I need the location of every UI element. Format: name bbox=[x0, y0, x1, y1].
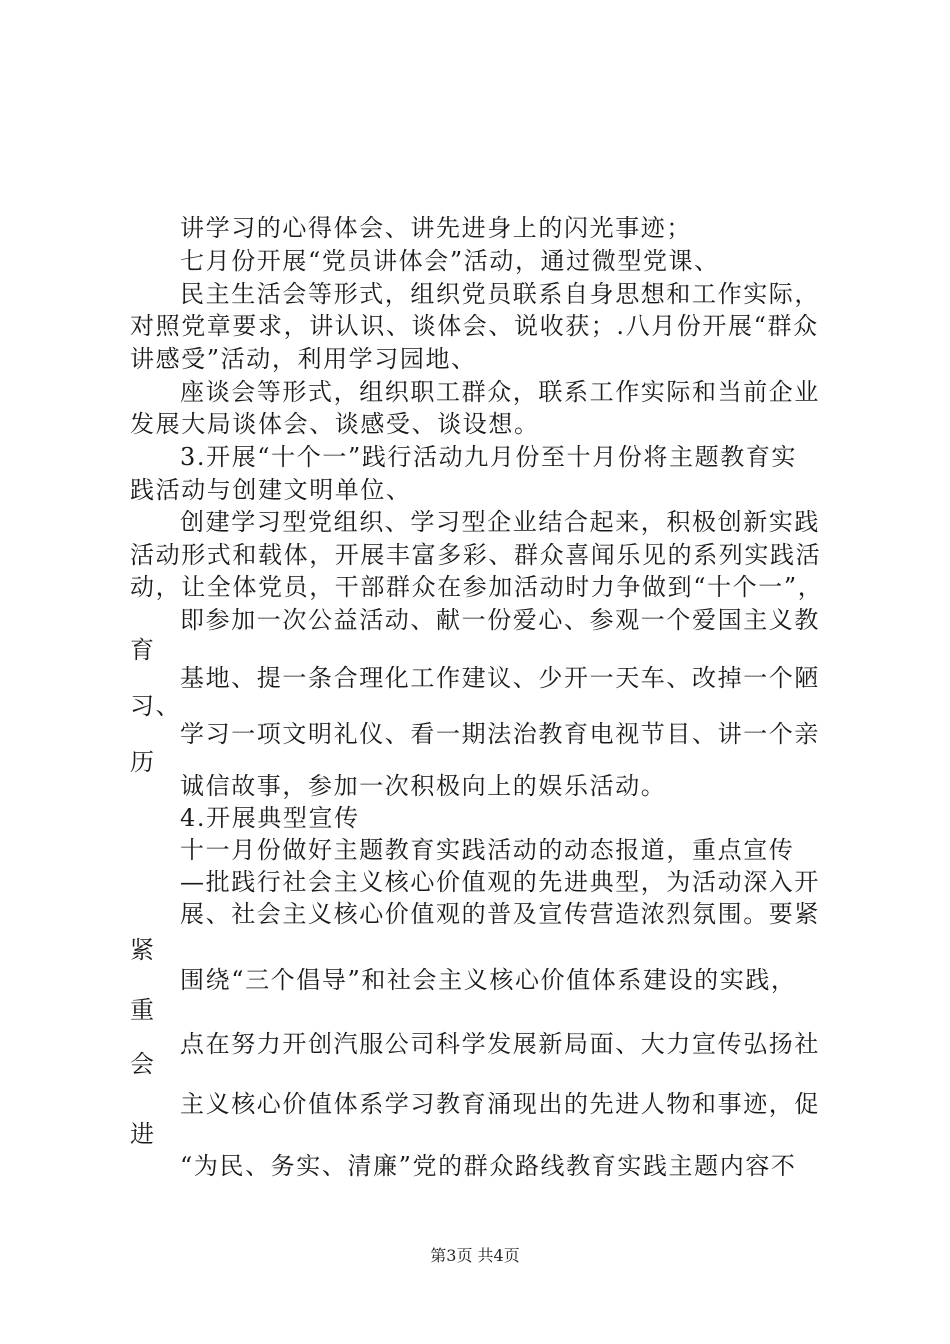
page-footer: 第3页 共4页 bbox=[430, 1246, 520, 1265]
text-line: 即参加一次公益活动、献一份爱心、参观一个爱国主义教 bbox=[180, 606, 820, 634]
text-line: 讲感受”活动，利用学习园地、 bbox=[130, 345, 477, 373]
text-line: 七月份开展“党员讲体会”活动，通过微型党课、 bbox=[180, 247, 720, 275]
text-line: 展、社会主义核心价值观的普及宣传营造浓烈氛围。要紧 bbox=[180, 900, 820, 928]
text-line: 十一月份做好主题教育实践活动的动态报道，重点宣传 bbox=[180, 836, 795, 864]
text-line: 主义核心价值体系学习教育涌现出的先进人物和事迹，促 bbox=[180, 1090, 820, 1118]
text-line: 活动形式和载体，开展丰富多彩、群众喜闻乐见的系列实践活 bbox=[130, 541, 822, 569]
text-line: 讲学习的心得体会、讲先进身上的闪光事迹； bbox=[180, 214, 692, 242]
text-line: 4.开展典型宣传 bbox=[180, 804, 360, 832]
text-line: 进 bbox=[130, 1120, 156, 1148]
text-line: 民主生活会等形式，组织党员联系自身思想和工作实际， bbox=[180, 280, 820, 308]
text-line: 学习一项文明礼仪、看一期法治教育电视节目、讲一个亲 bbox=[180, 720, 820, 748]
text-line: 育 bbox=[130, 636, 156, 664]
text-line: 动，让全体党员，干部群众在参加活动时力争做到“十个一”， bbox=[130, 573, 824, 601]
text-line: 重 bbox=[130, 996, 156, 1024]
text-line: 习、 bbox=[130, 692, 182, 720]
text-line: 紧 bbox=[130, 936, 156, 964]
text-line: 围绕“三个倡导”和社会主义核心价值体系建设的实践， bbox=[180, 966, 797, 994]
text-line: 践活动与创建文明单位、 bbox=[130, 476, 412, 504]
text-line: 点在努力开创汽服公司科学发展新局面、大力宣传弘扬社 bbox=[180, 1030, 820, 1058]
text-line: 发展大局谈体会、谈感受、谈设想。 bbox=[130, 410, 540, 438]
text-line: 创建学习型党组织、学习型企业结合起来，积极创新实践 bbox=[180, 508, 820, 536]
text-line: —批践行社会主义核心价值观的先进典型，为活动深入开 bbox=[180, 868, 820, 896]
text-line: 对照党章要求，讲认识、谈体会、说收获；.八月份开展“群众 bbox=[130, 312, 819, 340]
text-line: 历 bbox=[130, 748, 156, 776]
text-line: 诚信故事，参加一次积极向上的娱乐活动。 bbox=[180, 772, 667, 800]
text-line: 会 bbox=[130, 1050, 156, 1078]
text-line: 基地、提一条合理化工作建议、少开一天车、改掉一个陋 bbox=[180, 664, 820, 692]
text-line: 3.开展“十个一”践行活动九月份至十月份将主题教育实 bbox=[180, 443, 798, 471]
text-line: 座谈会等形式，组织职工群众，联系工作实际和当前企业 bbox=[180, 378, 820, 406]
text-line: “为民、务实、清廉”党的群众路线教育实践主题内容不 bbox=[180, 1152, 797, 1180]
